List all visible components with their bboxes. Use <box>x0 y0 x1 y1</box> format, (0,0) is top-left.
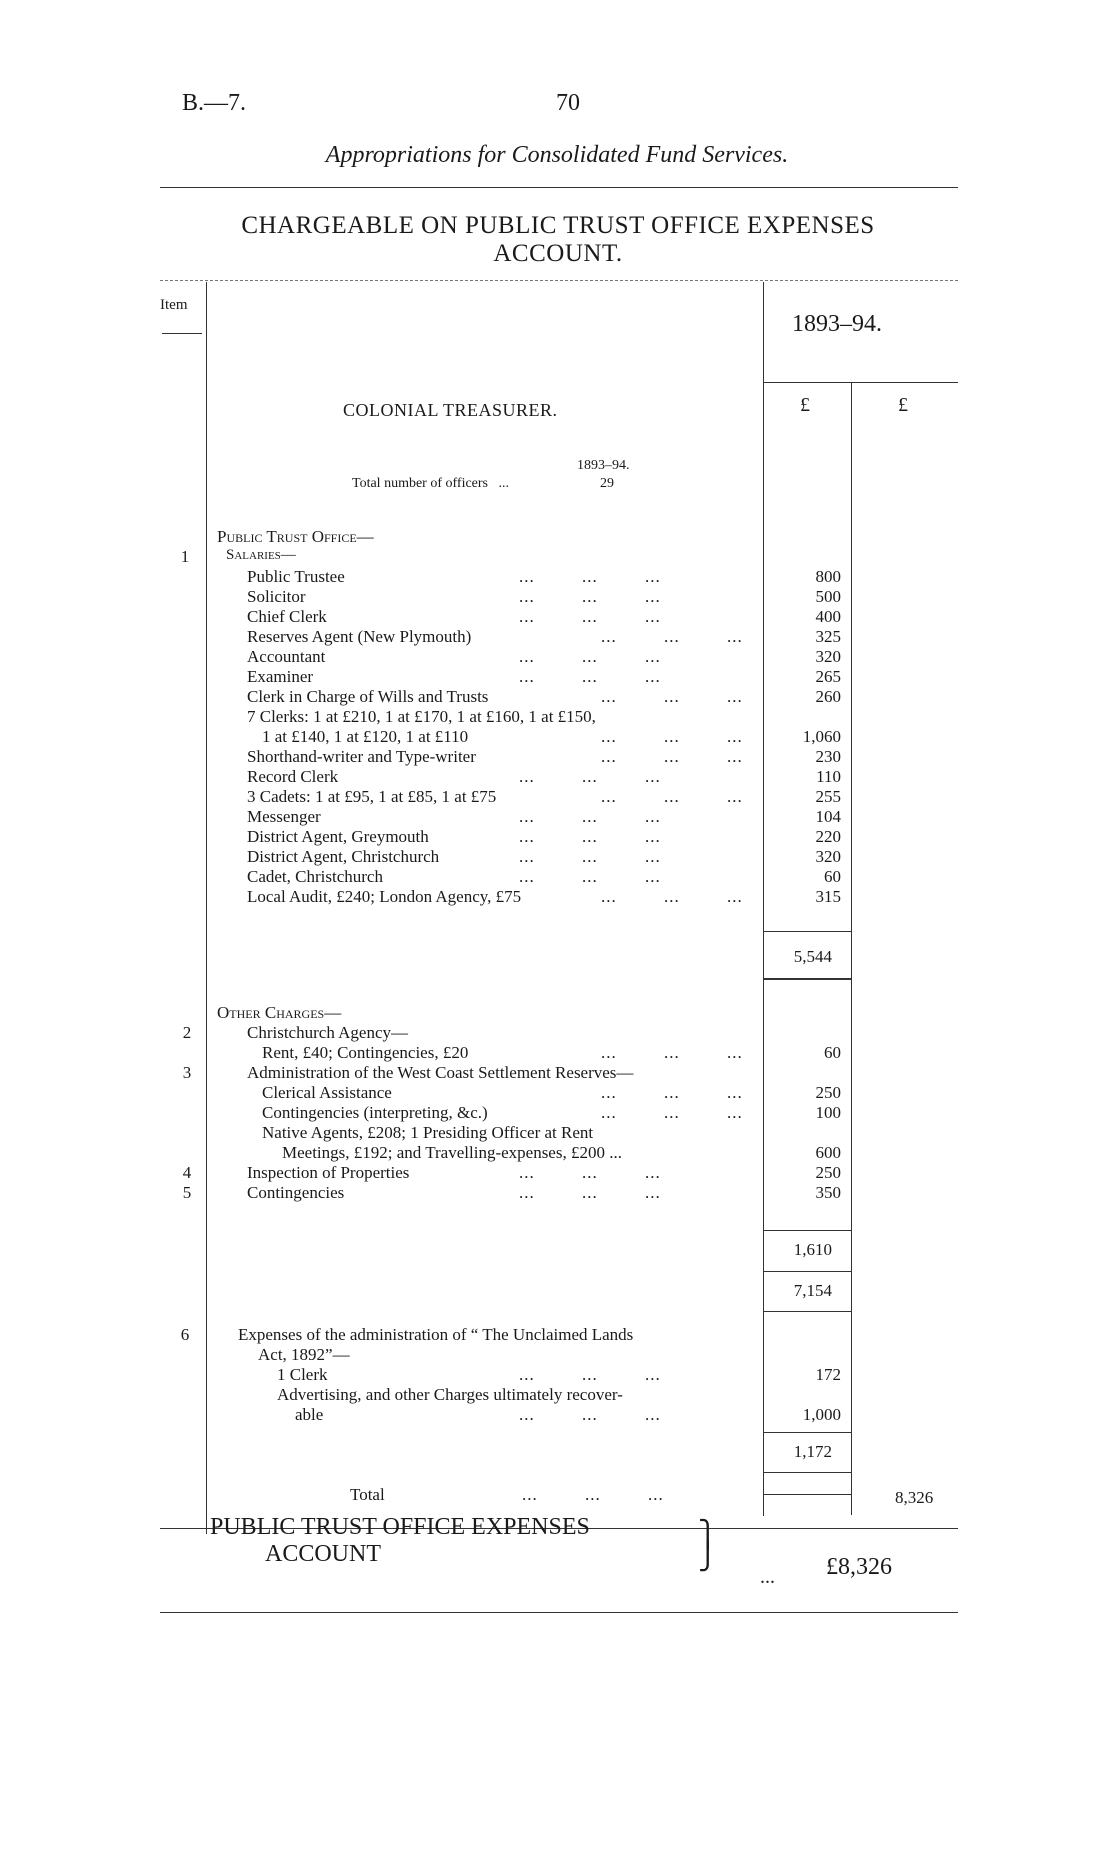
row-amount: 250 <box>815 1083 841 1102</box>
row-dots: ... ... ... <box>601 747 743 766</box>
item-number: 1 <box>180 547 190 566</box>
row-label: Messenger <box>247 807 321 826</box>
other-subtotal-rule <box>763 1271 851 1272</box>
item-number: 4 <box>182 1163 192 1182</box>
row-amount: 250 <box>815 1163 841 1182</box>
row-label: Administration of the West Coast Settlement Reserves— <box>247 1063 634 1082</box>
other-subtotal: 1,610 <box>793 1240 832 1259</box>
row-dots: ... ... ... <box>519 667 661 686</box>
row-label: 3 Cadets: 1 at £95, 1 at £85, 1 at £75 <box>247 787 497 806</box>
table-row <box>0 1063 841 1083</box>
footer-amount: £8,326 <box>826 1554 892 1580</box>
footer-line-1: PUBLIC TRUST OFFICE EXPENSES <box>210 1514 590 1540</box>
other-top-rule <box>763 1230 851 1231</box>
row-dots: ... ... ... <box>519 767 661 786</box>
table-row <box>0 887 841 907</box>
total-label: Total <box>350 1485 385 1504</box>
row-label: Cadet, Christchurch <box>247 867 383 886</box>
total-rule <box>763 1494 851 1495</box>
item-header-underline <box>162 333 202 334</box>
footer-dots: ... <box>760 1566 775 1588</box>
row-dots: ... ... ... <box>601 627 743 646</box>
unclaimed-heading-line-1: Expenses of the administration of “ The Unclaimed Lands <box>238 1325 634 1344</box>
table-row <box>0 787 841 807</box>
table-row <box>0 747 841 767</box>
row-dots: ... ... ... <box>601 687 743 706</box>
footer-brace: ⎫ <box>698 1520 718 1549</box>
row-dots: ... ... ... <box>601 1103 743 1122</box>
row-amount: 60 <box>824 867 841 886</box>
table-row <box>0 1163 841 1183</box>
title-line-2: ACCOUNT. <box>493 240 623 267</box>
row-label: Contingencies <box>247 1183 345 1202</box>
table-row <box>0 1385 841 1405</box>
row-label: Clerk in Charge of Wills and Trusts <box>247 687 489 706</box>
row-label: Contingencies (interpreting, &c.) <box>262 1103 488 1122</box>
row-label: Native Agents, £208; 1 Presiding Officer at Rent <box>262 1123 594 1142</box>
row-amount: 1,060 <box>802 727 841 746</box>
item-number: 6 <box>180 1325 190 1344</box>
row-label: Record Clerk <box>247 767 339 786</box>
row-amount: 260 <box>815 687 841 706</box>
row-label: Local Audit, £240; London Agency, £75 <box>247 887 522 906</box>
table-row <box>0 807 841 827</box>
year-underline <box>763 382 958 383</box>
table-row <box>0 767 841 787</box>
footer-bottom-rule <box>160 1612 958 1613</box>
row-amount: 172 <box>815 1365 841 1384</box>
row-dots: ... ... ... <box>519 1163 661 1182</box>
salaries-subtotal: 5,544 <box>793 947 832 966</box>
row-label: Meetings, £192; and Travelling-expenses, £200 ... <box>282 1143 622 1162</box>
row-label: Shorthand-writer and Type-writer <box>247 747 476 766</box>
row-label: District Agent, Christchurch <box>247 847 440 866</box>
row-dots: ... ... ... <box>519 647 661 666</box>
footer-line-2: ACCOUNT <box>265 1541 382 1567</box>
row-dots: ... ... ... <box>519 1365 661 1384</box>
row-label: 7 Clerks: 1 at £210, 1 at £170, 1 at £160, 1 at £150, <box>247 707 596 726</box>
table-row <box>0 667 841 687</box>
row-dots: ... ... ... <box>601 1043 743 1062</box>
grand-total: 8,326 <box>895 1488 934 1507</box>
row-amount: 1,000 <box>802 1405 841 1424</box>
row-amount: 230 <box>815 747 841 766</box>
section-heading: COLONIAL TREASURER. <box>343 400 558 420</box>
row-dots: ... ... ... <box>519 827 661 846</box>
row-amount: 400 <box>815 607 841 626</box>
running-total: 7,154 <box>793 1281 832 1300</box>
year-column-header: 1893–94. <box>792 311 882 337</box>
row-label: Public Trustee <box>247 567 345 586</box>
row-label: Clerical Assistance <box>262 1083 392 1102</box>
header-rule <box>160 187 958 188</box>
document-series: B.—7. <box>182 90 247 116</box>
row-amount: 600 <box>815 1143 841 1162</box>
row-label: Christchurch Agency— <box>247 1023 408 1042</box>
officers-label: Total number of officers ... <box>352 476 509 491</box>
total-dots: ... ... ... <box>522 1485 664 1504</box>
table-row <box>0 1083 841 1103</box>
row-amount: 104 <box>815 807 841 826</box>
row-label: able <box>295 1405 324 1424</box>
table-row <box>0 1043 841 1063</box>
row-amount: 255 <box>815 787 841 806</box>
row-amount: 265 <box>815 667 841 686</box>
table-row <box>0 1123 841 1143</box>
table-row <box>0 1143 841 1163</box>
row-label: Rent, £40; Contingencies, £20 <box>262 1043 469 1062</box>
footer-brace: ⎭ <box>698 1542 718 1571</box>
table-row <box>0 587 841 607</box>
pto-heading: Public Trust Office— <box>217 527 374 546</box>
table-top-rule <box>160 280 958 281</box>
table-row <box>0 867 841 887</box>
table-row <box>0 1023 841 1043</box>
row-label: Inspection of Properties <box>247 1163 410 1182</box>
table-row <box>0 627 841 647</box>
row-dots: ... ... ... <box>601 887 743 906</box>
row-amount: 320 <box>815 647 841 666</box>
other-charges-heading: Other Charges— <box>217 1003 342 1022</box>
officers-year: 1893–94. <box>577 458 630 473</box>
row-label: Reserves Agent (New Plymouth) <box>247 627 472 646</box>
row-dots: ... ... ... <box>519 587 661 606</box>
row-amount: 800 <box>815 567 841 586</box>
page-subtitle: Appropriations for Consolidated Fund Services. <box>325 142 789 168</box>
salaries-top-rule <box>763 931 851 932</box>
row-label: Examiner <box>247 667 314 686</box>
pound-sign-column-1: £ <box>800 394 810 416</box>
table-row <box>0 847 841 867</box>
row-label: 1 at £140, 1 at £120, 1 at £110 <box>262 727 469 746</box>
row-label: District Agent, Greymouth <box>247 827 429 846</box>
row-amount: 60 <box>824 1043 841 1062</box>
row-label: Solicitor <box>247 587 306 606</box>
unclaimed-subtotal-rule <box>763 1472 851 1473</box>
page-title <box>150 212 966 268</box>
row-amount: 110 <box>816 767 841 786</box>
item-number: 2 <box>182 1023 192 1042</box>
running-total-rule <box>763 1311 851 1312</box>
row-label: Accountant <box>247 647 326 666</box>
row-dots: ... ... ... <box>519 607 661 626</box>
table-row <box>0 1183 841 1203</box>
salaries-subtotal-rule <box>763 978 851 980</box>
unclaimed-subtotal: 1,172 <box>793 1442 832 1461</box>
total-column-rule <box>851 383 852 1515</box>
table-row <box>0 567 841 587</box>
row-amount: 350 <box>815 1183 841 1202</box>
row-amount: 220 <box>815 827 841 846</box>
row-amount: 315 <box>815 887 841 906</box>
title-line-1: CHARGEABLE ON PUBLIC TRUST OFFICE EXPENSES <box>241 212 875 239</box>
officers-count: 29 <box>600 476 614 491</box>
footer-label <box>210 1514 590 1568</box>
pound-sign-column-2: £ <box>898 394 908 416</box>
table-row <box>0 727 841 747</box>
row-dots: ... ... ... <box>519 1405 661 1424</box>
row-amount: 100 <box>815 1103 841 1122</box>
table-row <box>0 607 841 627</box>
row-dots: ... ... ... <box>601 1083 743 1102</box>
row-dots: ... ... ... <box>519 1183 661 1202</box>
item-column-rule <box>206 282 207 1534</box>
row-label: Chief Clerk <box>247 607 327 626</box>
item-number: 3 <box>182 1063 192 1082</box>
row-dots: ... ... ... <box>519 867 661 886</box>
table-row <box>0 687 841 707</box>
table-row <box>0 647 841 667</box>
row-dots: ... ... ... <box>519 847 661 866</box>
row-amount: 320 <box>815 847 841 866</box>
row-label: Advertising, and other Charges ultimately recover- <box>277 1385 623 1404</box>
row-amount: 500 <box>815 587 841 606</box>
row-dots: ... ... ... <box>519 567 661 586</box>
table-row <box>0 827 841 847</box>
item-number: 5 <box>182 1183 192 1202</box>
page-number: 70 <box>556 90 580 116</box>
unclaimed-top-rule <box>763 1432 851 1433</box>
row-label: 1 Clerk <box>277 1365 328 1384</box>
row-dots: ... ... ... <box>601 727 743 746</box>
row-dots: ... ... ... <box>601 787 743 806</box>
table-row <box>0 1365 841 1385</box>
row-dots: ... ... ... <box>519 807 661 826</box>
table-row <box>0 707 841 727</box>
officers-dots: ... <box>498 476 509 491</box>
table-row <box>0 1405 841 1425</box>
item-column-header: Item <box>160 297 188 313</box>
table-row <box>0 1103 841 1123</box>
unclaimed-heading-line-2: Act, 1892”— <box>258 1345 350 1364</box>
row-amount: 325 <box>815 627 841 646</box>
salaries-heading: Salaries— <box>226 547 296 563</box>
